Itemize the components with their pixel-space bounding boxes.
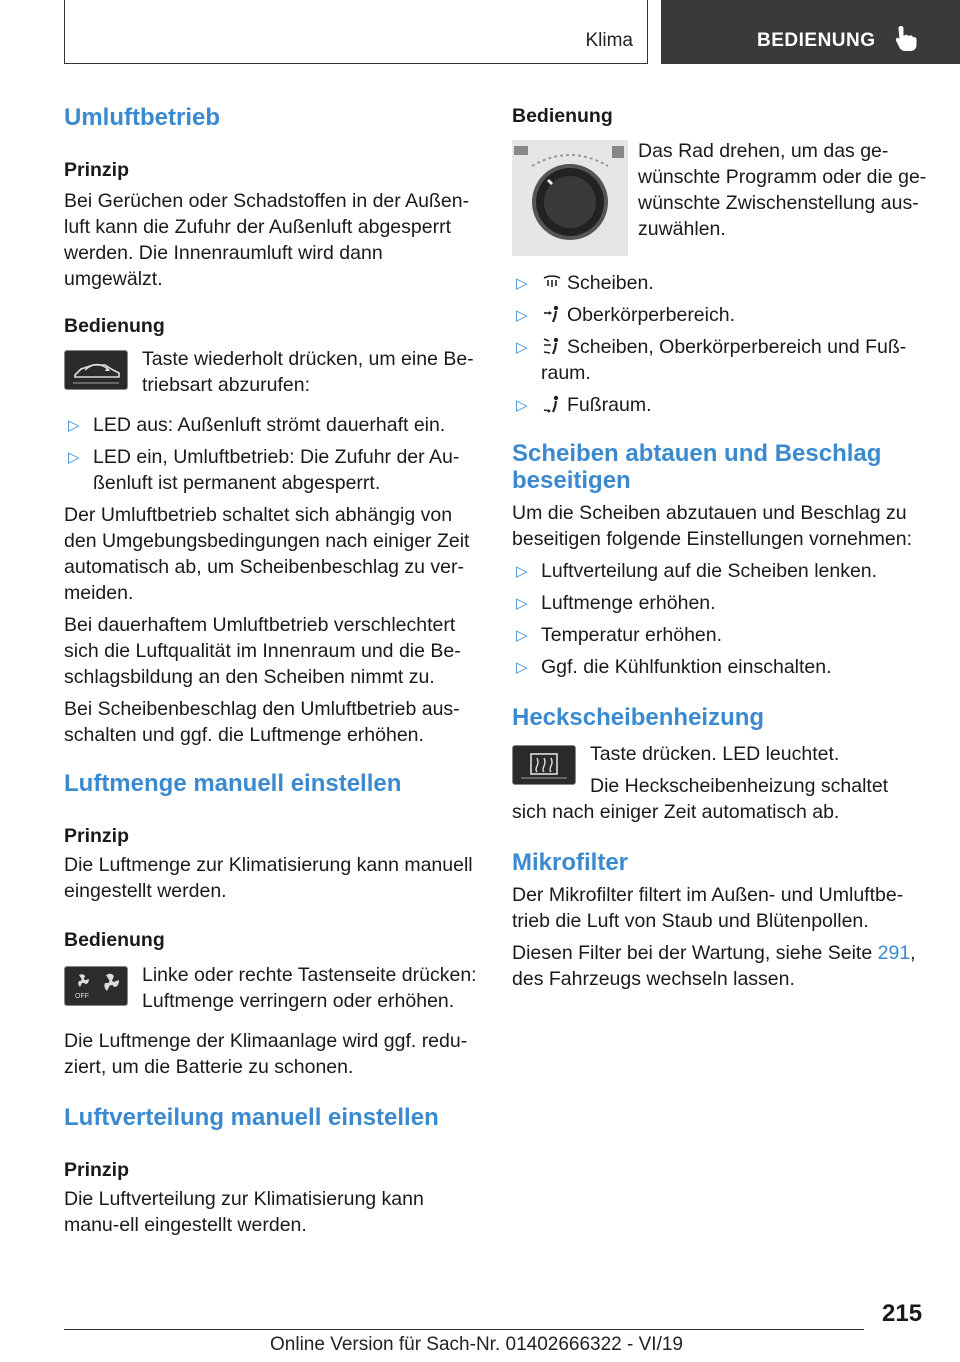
rear-window-heating-icon — [513, 746, 575, 784]
rear-defrost-button-image — [512, 745, 576, 785]
paragraph: Taste wiederholt drücken, um eine Be-triebsart abzurufen: — [142, 348, 474, 396]
heading-scheiben-abtauen: Scheiben abtauen und Beschlag beseitigen — [512, 440, 882, 494]
footwell-icon — [612, 146, 624, 158]
paragraph: Der Mikrofilter filtert im Außen- und Umluftbe-trieb die Luft von Staub und Blütenpollen. — [512, 884, 904, 932]
subheading-prinzip: Prinzip — [64, 825, 130, 847]
paragraph: Diesen Filter bei der Wartung, siehe Seite 291, des Fahrzeugs wechseln lassen. — [512, 942, 916, 990]
list-item: ▷ Fußraum. — [516, 394, 652, 416]
paragraph: Die Heckscheibenheizung schaltet sich nach einiger Zeit automatisch ab. — [512, 775, 889, 823]
subheading-prinzip: Prinzip — [64, 1159, 130, 1181]
subheading-bedienung: Bedienung — [64, 929, 165, 951]
page-number: 215 — [882, 1300, 923, 1327]
list-item: ▷ Scheiben. — [516, 272, 654, 294]
paragraph: Die Luftverteilung zur Klimatisierung kann manu-ell eingestellt werden. — [64, 1188, 424, 1236]
fan-button-image — [64, 966, 128, 1006]
list-item: ▷ Oberkörperbereich. — [516, 304, 735, 326]
windscreen-body-footwell-icon — [541, 336, 563, 356]
list-item: ▷ LED aus: Außenluft strömt dauerhaft ein. — [68, 414, 446, 436]
rotary-knob-icon — [512, 140, 628, 256]
paragraph: Um die Scheiben abzutauen und Beschlag zu beseitigen folgende Einstellungen vornehmen: — [512, 502, 913, 550]
chapter-title: BEDIENUNG — [757, 30, 876, 51]
right-column — [512, 100, 927, 992]
defrost-icon — [514, 146, 528, 155]
heading-heckscheibenheizung: Heckscheibenheizung — [512, 704, 765, 731]
list — [512, 558, 927, 680]
off-label: OFF — [75, 993, 89, 1000]
list — [64, 412, 479, 496]
list-item: ▷ Luftverteilung auf die Scheiben lenken. — [516, 560, 878, 582]
subheading-bedienung: Bedienung — [512, 105, 613, 127]
heading-luftmenge: Luftmenge manuell einstellen — [64, 770, 402, 797]
list-item: ▷ Luftmenge erhöhen. — [516, 592, 716, 614]
paragraph: Linke oder rechte Tastenseite drücken: Luftmenge verringern oder erhöhen. — [142, 964, 477, 1012]
paragraph: Der Umluftbetrieb schaltet sich abhängig von den Umgebungsbedingungen nach einiger Zeit automatisch ab, um Scheibenbeschlag zu ver-meiden. — [64, 504, 470, 604]
list-item: ▷ Ggf. die Kühlfunktion einschalten. — [516, 656, 832, 678]
footer-version-text: Online Version für Sach-Nr. 01402666322 - VI/19 — [270, 1334, 683, 1355]
footwell-icon — [541, 394, 563, 414]
header-right-box — [661, 0, 960, 64]
list-item: ▷ Temperatur erhöhen. — [516, 624, 723, 646]
paragraph: Bei Scheibenbeschlag den Umluftbetrieb aus-schalten und ggf. die Luftmenge erhöhen. — [64, 698, 460, 746]
footer-divider — [64, 1329, 864, 1330]
subheading-prinzip: Prinzip — [64, 159, 130, 181]
heading-luftverteilung: Luftverteilung manuell einstellen — [64, 1104, 439, 1131]
list — [512, 270, 927, 418]
paragraph: Bei dauerhaftem Umluftbetrieb verschlechtert sich die Luftqualität im Innenraum und die Be-schlagsbildung an den Scheiben nimmt zu. — [64, 614, 461, 688]
paragraph: Taste drücken. LED leuchtet. — [590, 743, 840, 765]
windscreen-icon — [541, 272, 563, 292]
subheading-bedienung: Bedienung — [64, 315, 165, 337]
header-left-box — [64, 0, 648, 64]
page-reference-link[interactable]: 291 — [877, 942, 911, 964]
paragraph: Die Luftmenge zur Klimatisierung kann manuell eingestellt werden. — [64, 854, 473, 902]
airflow-knob-image — [512, 140, 628, 256]
recirculation-button-image — [64, 350, 128, 390]
upper-body-icon — [541, 304, 563, 324]
heading-mikrofilter: Mikrofilter — [512, 849, 629, 876]
pointing-hand-icon — [893, 24, 919, 57]
list-item: ▷ LED ein, Umluftbetrieb: Die Zufuhr der Au-ßenluft ist permanent abgesperrt. — [68, 446, 460, 494]
heading-umluftbetrieb: Umluftbetrieb — [64, 104, 220, 131]
left-column — [64, 100, 479, 1238]
list-item: ▷ Scheiben, Oberkörperbereich und Fuß-raum. — [516, 336, 907, 384]
paragraph: Das Rad drehen, um das ge-wünschte Programm oder die ge-wünschte Zwischenstellung aus-zuwählen. — [638, 140, 927, 240]
section-title: Klima — [585, 30, 633, 51]
car-recirculation-icon — [65, 351, 127, 389]
fan-icon — [65, 967, 127, 1005]
paragraph: Bei Gerüchen oder Schadstoffen in der Außen-luft kann die Zufuhr der Außenluft abgesperrt werden. Die Innenraumluft wird dann umgewälzt. — [64, 190, 470, 290]
paragraph: Die Luftmenge der Klimaanlage wird ggf. redu-ziert, um die Batterie zu schonen. — [64, 1030, 468, 1078]
